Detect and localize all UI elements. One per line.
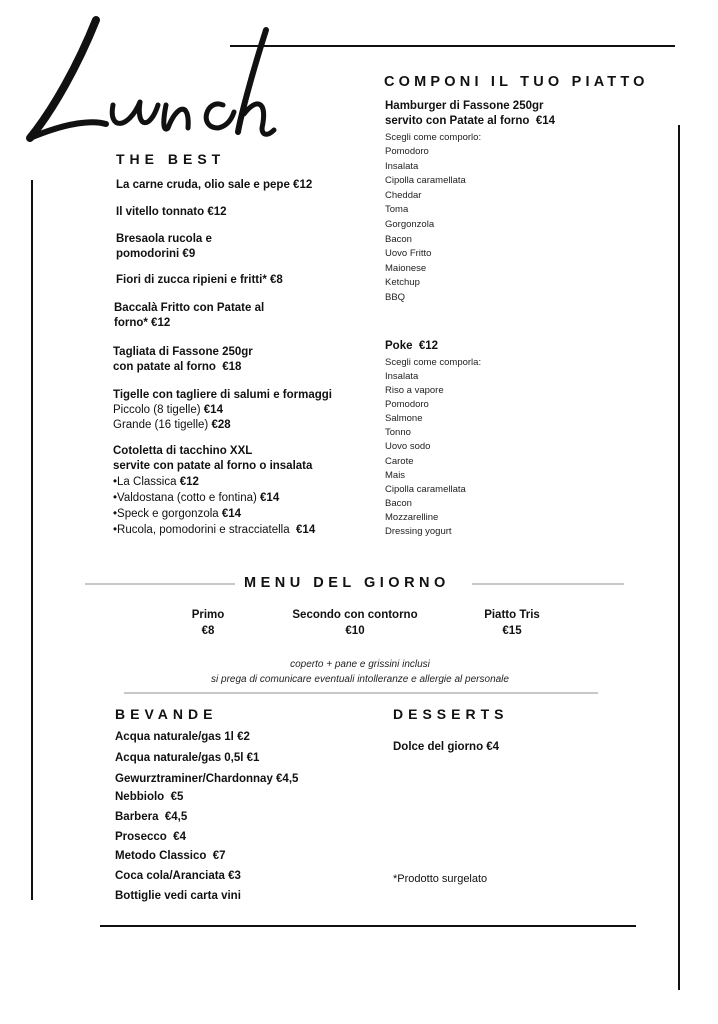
hamburger-title-1: Hamburger di Fassone 250gr: [385, 100, 544, 112]
best-item-1: La carne cruda, olio sale e pepe €12: [116, 179, 313, 191]
menu-giorno-title: MENU DEL GIORNO: [244, 575, 450, 591]
best-item-2: Il vitello tonnato €12: [116, 206, 227, 218]
bevande-title: BEVANDE: [115, 706, 218, 722]
list-item: Tonno: [385, 427, 411, 439]
list-item: Salmone: [385, 413, 423, 425]
desserts-title: DESSERTS: [393, 706, 509, 722]
tigelle-row-2: [113, 418, 231, 433]
primo-price: €8: [201, 625, 215, 637]
secondo-price: €10: [345, 625, 365, 637]
poke-intro: Scegli come comporla:: [385, 357, 482, 368]
cotoletta-options: [113, 474, 315, 538]
poke-title: Poke €12: [385, 340, 439, 352]
bevande-item-2: Acqua naturale/gas 0,5l €1: [115, 752, 260, 764]
list-item: Insalata: [385, 371, 419, 382]
list-item: Bacon: [385, 497, 412, 509]
list-item: Uovo sodo: [385, 441, 431, 453]
right-vertical-rule: [678, 125, 680, 990]
list-item: •Valdostana (cotto e fontina) €14: [113, 492, 280, 504]
bevande-item-6: Prosecco €4: [115, 831, 186, 843]
tigelle-2-price: €28: [211, 419, 231, 431]
list-item: Cipolla caramellata: [385, 175, 466, 187]
left-vertical-rule: [31, 180, 33, 900]
list-item: Cheddar: [385, 189, 422, 201]
best-item-6b: con patate al forno €18: [113, 361, 242, 373]
bevande-item-3: Gewurztraminer/Chardonnay €4,5: [115, 773, 299, 785]
list-item: Carote: [385, 455, 414, 467]
poke-options: [385, 370, 466, 539]
list-item: Riso a vapore: [385, 385, 444, 397]
cotoletta-title-1: Cotoletta di tacchino XXL: [113, 445, 253, 457]
list-item: Mozzarelline: [385, 511, 439, 523]
tigelle-1-label: Piccolo (8 tigelle): [113, 404, 201, 416]
bevande-item-7: Metodo Classico €7: [115, 850, 226, 862]
hamburger-title-2: servito con Patate al forno €14: [385, 115, 556, 127]
list-item: Maionese: [385, 262, 427, 274]
list-item: Ketchup: [385, 277, 420, 289]
coperto-note: coperto + pane e grissini inclusi: [290, 659, 430, 670]
secondo-label: Secondo con contorno: [292, 609, 418, 621]
hamburger-options: [385, 145, 466, 306]
componi-title: COMPONI IL TUO PIATTO: [384, 74, 649, 90]
list-item: Pomodoro: [385, 399, 429, 411]
logo-text: Lunch: [18, 10, 21, 11]
list-item: Gorgonzola: [385, 218, 435, 230]
tigelle-row-1: [113, 403, 223, 418]
tris-price: €15: [502, 625, 522, 637]
best-item-3b: pomodorini €9: [116, 248, 196, 260]
bevande-item-5: Barbera €4,5: [115, 811, 188, 823]
best-item-4: Fiori di zucca ripieni e fritti* €8: [116, 274, 283, 286]
list-item: Insalata: [385, 160, 419, 172]
best-item-5a: Baccalà Fritto con Patate al: [114, 302, 265, 314]
note-rule: [124, 692, 598, 694]
dessert-item: Dolce del giorno €4: [393, 741, 500, 753]
tigelle-1-price: €14: [203, 404, 223, 416]
bevande-item-9: Bottiglie vedi carta vini: [115, 890, 241, 902]
surgelato-footnote: *Prodotto surgelato: [393, 873, 488, 885]
list-item: Cipolla caramellata: [385, 483, 466, 495]
bevande-item-1: Acqua naturale/gas 1l €2: [115, 731, 250, 743]
menu-giorno-rule-left: [85, 583, 235, 585]
list-item: Bacon: [385, 233, 412, 245]
list-item: •La Classica €12: [113, 476, 199, 488]
the-best-title: THE BEST: [116, 151, 226, 167]
menu-giorno-rule-right: [472, 583, 624, 585]
bevande-item-4: Nebbiolo €5: [115, 791, 184, 803]
list-item: Pomodoro: [385, 146, 429, 157]
tigelle-title: Tigelle con tagliere di salumi e formaggi: [113, 389, 332, 401]
bevande-item-8: Coca cola/Aranciata €3: [115, 870, 241, 882]
tris-label: Piatto Tris: [484, 609, 540, 621]
best-item-5b: forno* €12: [114, 317, 171, 329]
list-item: Mais: [385, 469, 406, 481]
allergie-note: si prega di comunicare eventuali intolleranze e allergie al personale: [211, 674, 509, 685]
cotoletta-title-2: servite con patate al forno o insalata: [113, 460, 313, 472]
list-item: Toma: [385, 204, 409, 216]
list-item: Dressing yogurt: [385, 526, 452, 538]
list-item: BBQ: [385, 291, 406, 303]
tigelle-2-label: Grande (16 tigelle): [113, 419, 209, 431]
list-item: •Rucola, pomodorini e stracciatella €14: [113, 524, 316, 536]
hamburger-intro: Scegli come comporlo:: [385, 132, 482, 143]
list-item: Uovo Fritto: [385, 248, 432, 260]
best-item-3a: Bresaola rucola e: [116, 233, 212, 245]
bottom-rule: [100, 925, 636, 927]
best-item-6a: Tagliata di Fassone 250gr: [113, 346, 253, 358]
list-item: •Speck e gorgonzola €14: [113, 508, 242, 520]
primo-label: Primo: [191, 609, 225, 621]
lunch-logo: [18, 10, 298, 160]
